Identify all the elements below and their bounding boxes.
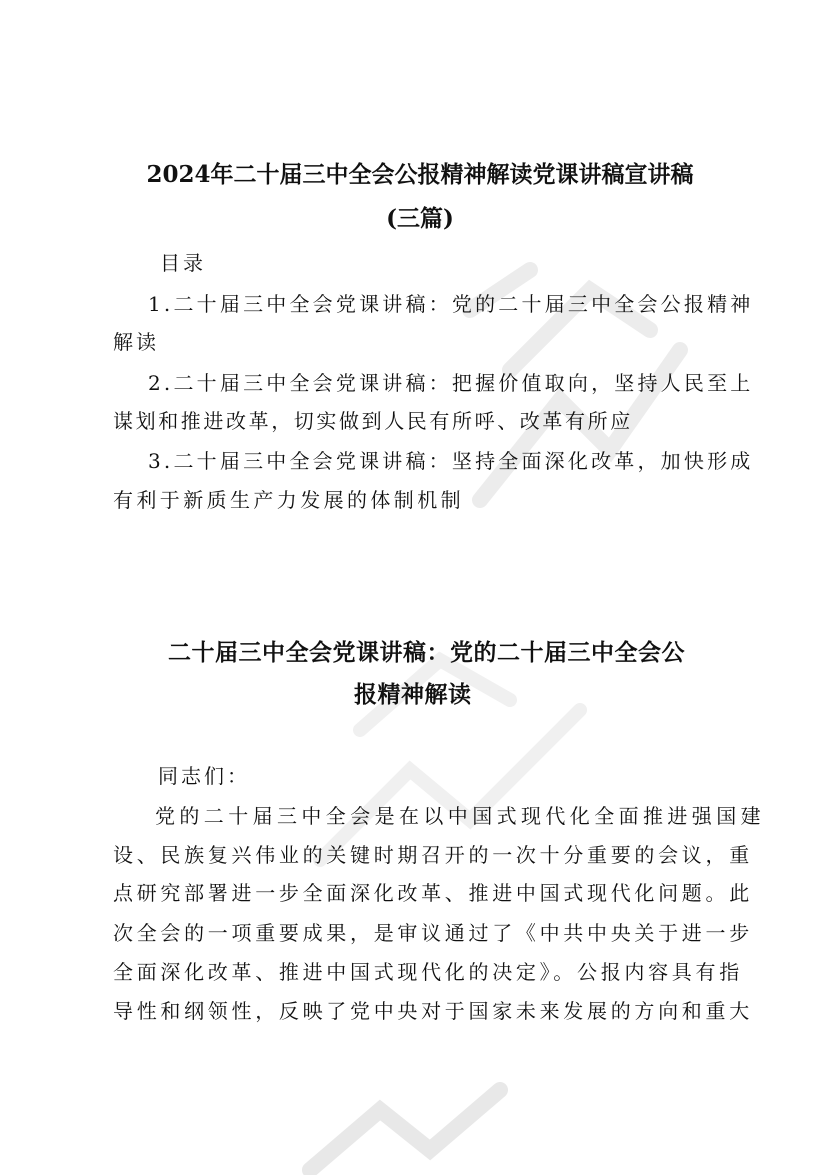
- section-title-line-2: 报精神解读: [354, 681, 472, 708]
- salutation: 同志们：: [158, 764, 250, 788]
- document-title-line-2: (三篇): [386, 205, 454, 232]
- paragraph-line-4: 次全会的一项重要成果，是审议通过了《中共中央关于进一步: [113, 921, 753, 945]
- paragraph-line-1: 党的二十届三中全会是在以中国式现代化全面推进强国建: [155, 804, 765, 828]
- section-title-line-1: 二十届三中全会党课讲稿：党的二十届三中全会公: [168, 639, 685, 666]
- toc-item-3-line-1: 3.二十届三中全会党课讲稿：坚持全面深化改革，加快形成: [148, 449, 754, 473]
- document-title-line-1: 2024年二十届三中全会公报精神解读党课讲稿宣讲稿: [146, 161, 694, 188]
- toc-item-3-line-2: 有利于新质生产力发展的体制机制: [113, 488, 464, 512]
- paragraph-line-5: 全面深化改革、推进中国式现代化的决定》。公报内容具有指: [113, 960, 743, 984]
- paragraph-line-6: 导性和纲领性，反映了党中央对于国家未来发展的方向和重大: [113, 999, 753, 1023]
- toc-heading: 目录: [160, 251, 206, 275]
- toc-item-2-line-2: 谋划和推进改革，切实做到人民有所呼、改革有所应: [113, 409, 633, 433]
- toc-item-2-line-1: 2.二十届三中全会党课讲稿：把握价值取向，坚持人民至上: [148, 371, 754, 395]
- paragraph-line-3: 点研究部署进一步全面深化改革、推进中国式现代化问题。此: [113, 881, 753, 905]
- paragraph-line-2: 设、民族复兴伟业的关键时期召开的一次十分重要的会议，重: [113, 843, 753, 867]
- toc-item-1-line-2: 解读: [113, 330, 159, 354]
- watermark-bottom: [300, 1080, 520, 1175]
- toc-item-1-line-1: 1.二十届三中全会党课讲稿：党的二十届三中全会公报精神: [148, 292, 754, 316]
